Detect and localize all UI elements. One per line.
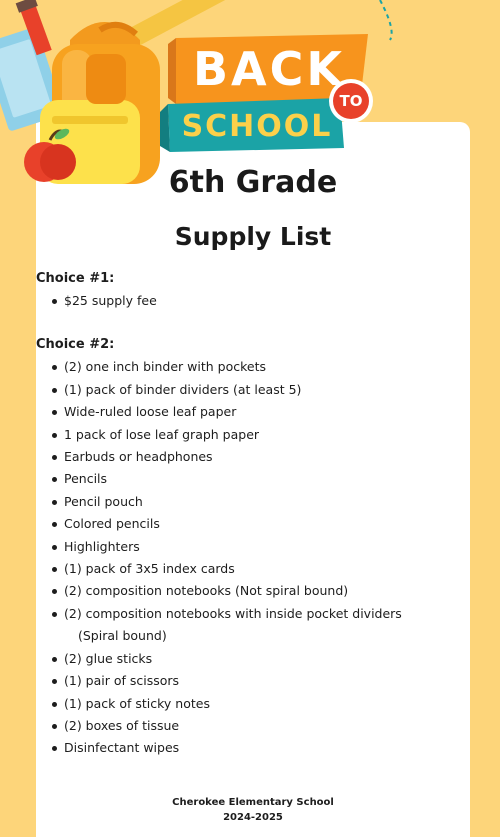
- supply-list-content: [36, 270, 476, 760]
- list-item: (2) boxes of tissue: [48, 715, 476, 737]
- list-item: [48, 603, 476, 648]
- list-item: Earbuds or headphones: [48, 446, 476, 468]
- choice-1-section: [36, 270, 476, 312]
- list-item: (2) glue sticks: [48, 648, 476, 670]
- list-item: Wide-ruled loose leaf paper: [48, 401, 476, 423]
- choice-1-list: [48, 290, 476, 312]
- list-item: (1) pair of scissors: [48, 670, 476, 692]
- list-item: (2) composition notebooks (Not spiral bound): [48, 580, 476, 602]
- list-item-continuation: (Spiral bound): [78, 628, 167, 644]
- choice-2-list: [48, 356, 476, 759]
- list-item-text: (2) composition notebooks with inside pocket dividers: [64, 605, 402, 621]
- list-item: Disinfectant wipes: [48, 737, 476, 759]
- list-item: Colored pencils: [48, 513, 476, 535]
- choice-1-label: Choice #1:: [36, 271, 115, 286]
- list-item: $25 supply fee: [48, 290, 476, 312]
- list-item: (1) pack of binder dividers (at least 5): [48, 379, 476, 401]
- list-item: Pencil pouch: [48, 491, 476, 513]
- list-item: (2) one inch binder with pockets: [48, 356, 476, 378]
- grade-title: 6th Grade: [168, 165, 338, 200]
- choice-2-section: [36, 336, 476, 759]
- banner-to-text: TO: [339, 92, 363, 110]
- supply-list-title: Supply List: [174, 222, 332, 251]
- banner-back-text: BACK: [192, 42, 346, 96]
- list-item: Highlighters: [48, 536, 476, 558]
- footer-school-name: Cherokee Elementary School: [172, 797, 334, 808]
- footer: [36, 795, 470, 825]
- list-item: (1) pack of sticky notes: [48, 693, 476, 715]
- choice-2-label: Choice #2:: [36, 337, 115, 353]
- footer-school-year: 2024-2025: [223, 812, 283, 823]
- list-item: 1 pack of lose leaf graph paper: [48, 424, 476, 446]
- list-item: Pencils: [48, 468, 476, 490]
- banner-school-text: SCHOOL: [181, 108, 333, 144]
- list-item: (1) pack of 3x5 index cards: [48, 558, 476, 580]
